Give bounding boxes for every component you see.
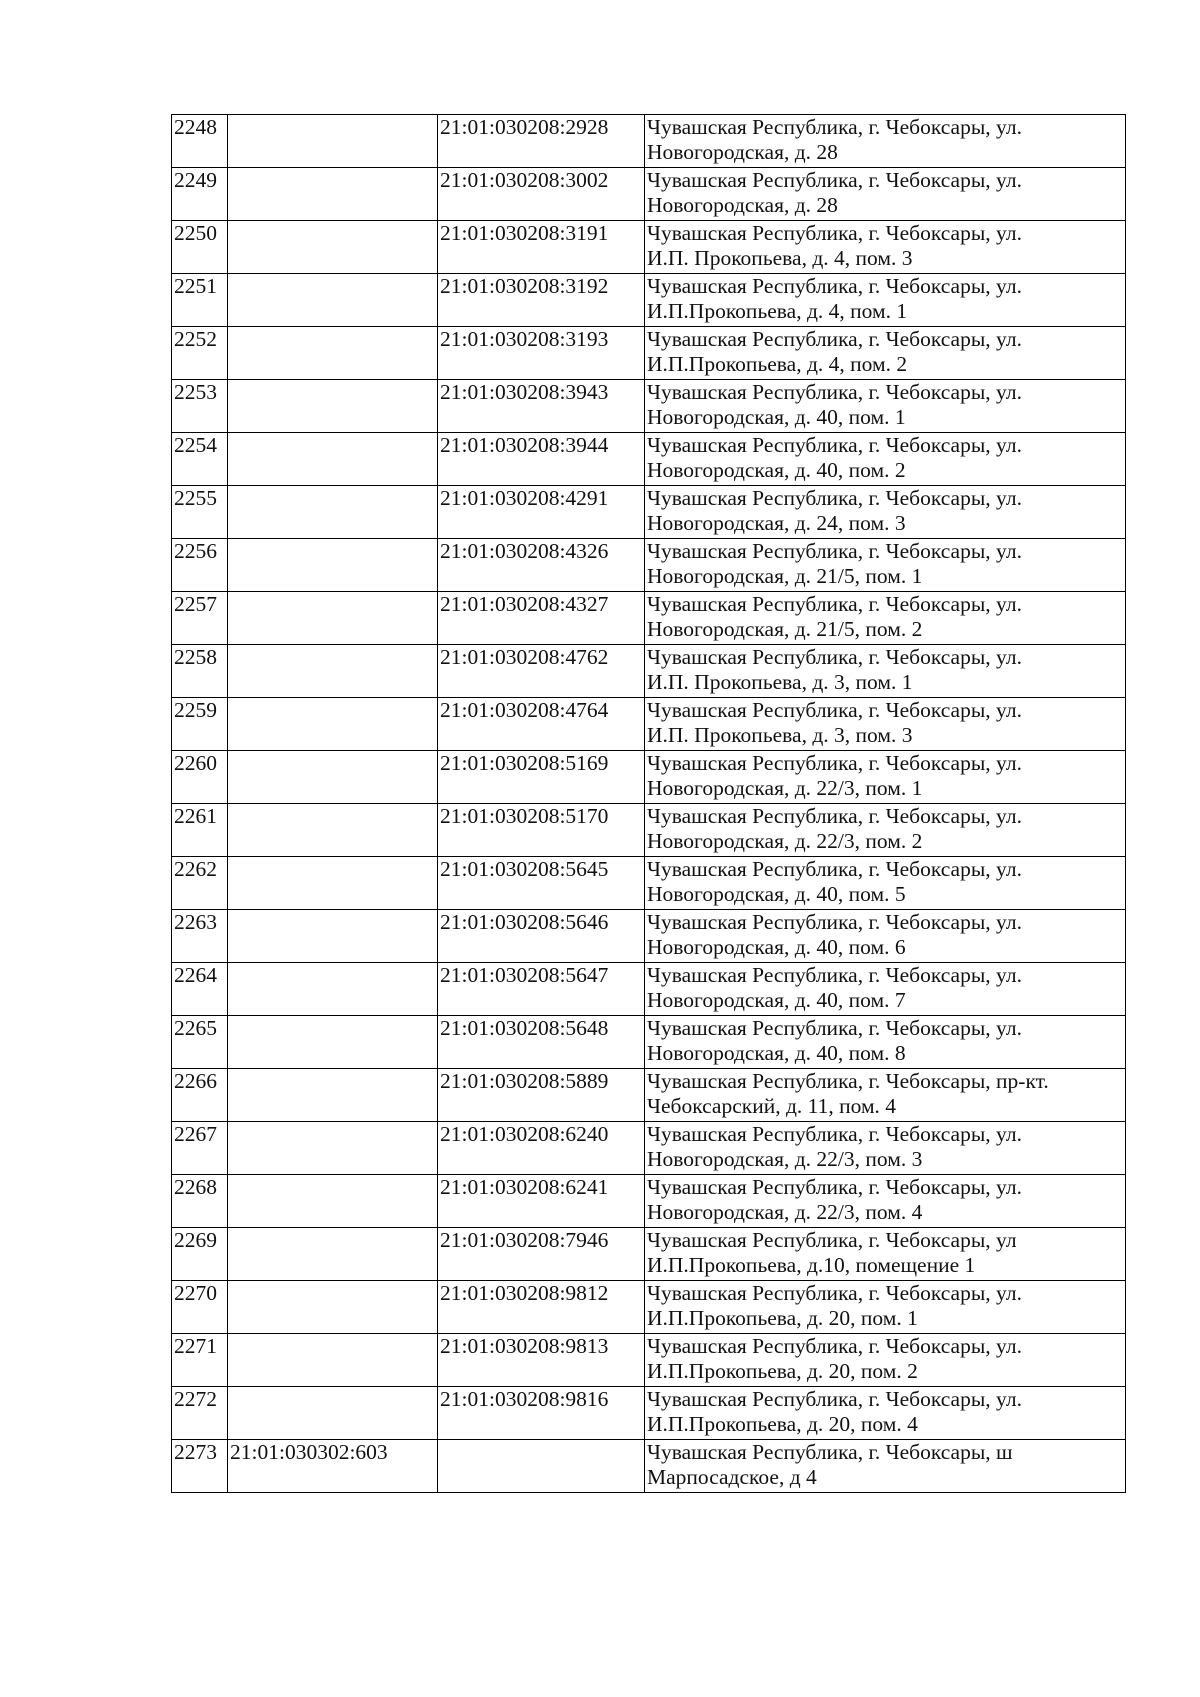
address-cell bbox=[645, 274, 1126, 327]
cadastral-number-cell: 21:01:030208:9816 bbox=[438, 1387, 645, 1440]
cadastral-number-cell bbox=[438, 1440, 645, 1493]
cadastral-number-cell bbox=[228, 221, 438, 274]
address-line: И.П.Прокопьева, д. 20, пом. 1 bbox=[647, 1306, 918, 1330]
table-row bbox=[172, 486, 1126, 539]
table-row bbox=[172, 327, 1126, 380]
table-row bbox=[172, 115, 1126, 168]
cadastral-number-cell bbox=[228, 168, 438, 221]
table-row bbox=[172, 1175, 1126, 1228]
cadastral-number-cell: 21:01:030208:4764 bbox=[438, 698, 645, 751]
address-line: Чувашская Республика, г. Чебоксары, ул. bbox=[647, 645, 1022, 669]
address-cell bbox=[645, 804, 1126, 857]
address-line: Чувашская Республика, г. Чебоксары, ул. bbox=[647, 1387, 1022, 1411]
row-number-cell: 2273 bbox=[172, 1440, 228, 1493]
table-row bbox=[172, 698, 1126, 751]
address-line: Чувашская Республика, г. Чебоксары, ул. bbox=[647, 539, 1022, 563]
cadastral-number-cell: 21:01:030208:6241 bbox=[438, 1175, 645, 1228]
table-row bbox=[172, 1440, 1126, 1493]
cadastral-number-cell bbox=[228, 433, 438, 486]
address-line: Чувашская Республика, г. Чебоксары, ул. bbox=[647, 804, 1022, 828]
row-number-cell: 2261 bbox=[172, 804, 228, 857]
row-number-cell: 2251 bbox=[172, 274, 228, 327]
row-number-cell: 2266 bbox=[172, 1069, 228, 1122]
address-line: Чувашская Республика, г. Чебоксары, ул. bbox=[647, 1334, 1022, 1358]
address-cell bbox=[645, 1440, 1126, 1493]
address-line: Новогородская, д. 40, пом. 8 bbox=[647, 1041, 906, 1065]
cadastral-number-cell bbox=[228, 539, 438, 592]
address-line: Чувашская Республика, г. Чебоксары, ул. bbox=[647, 963, 1022, 987]
row-number-cell: 2257 bbox=[172, 592, 228, 645]
table-row bbox=[172, 857, 1126, 910]
cadastral-number-cell: 21:01:030208:3943 bbox=[438, 380, 645, 433]
table-row bbox=[172, 1122, 1126, 1175]
cadastral-number-cell bbox=[228, 857, 438, 910]
address-cell bbox=[645, 1069, 1126, 1122]
table-row bbox=[172, 168, 1126, 221]
address-line: Чувашская Республика, г. Чебоксары, ул. bbox=[647, 1122, 1022, 1146]
row-number-cell: 2271 bbox=[172, 1334, 228, 1387]
cadastral-number-cell: 21:01:030302:603 bbox=[228, 1440, 438, 1493]
cadastral-number-cell bbox=[228, 804, 438, 857]
row-number-cell: 2267 bbox=[172, 1122, 228, 1175]
cadastral-number-cell bbox=[228, 1175, 438, 1228]
cadastral-number-cell: 21:01:030208:6240 bbox=[438, 1122, 645, 1175]
address-line: Новогородская, д. 24, пом. 3 bbox=[647, 511, 906, 535]
row-number-cell: 2255 bbox=[172, 486, 228, 539]
cadastral-number-cell: 21:01:030208:5645 bbox=[438, 857, 645, 910]
table-row bbox=[172, 221, 1126, 274]
address-line: Новогородская, д. 22/3, пом. 4 bbox=[647, 1200, 923, 1224]
cadastral-number-cell bbox=[228, 327, 438, 380]
table-row bbox=[172, 592, 1126, 645]
table-row bbox=[172, 645, 1126, 698]
row-number-cell: 2250 bbox=[172, 221, 228, 274]
address-line: Чувашская Республика, г. Чебоксары, ул. bbox=[647, 1281, 1022, 1305]
address-line: Чувашская Республика, г. Чебоксары, ул. bbox=[647, 592, 1022, 616]
row-number-cell: 2256 bbox=[172, 539, 228, 592]
address-line: Новогородская, д. 28 bbox=[647, 193, 838, 217]
address-line: Чебоксарский, д. 11, пом. 4 bbox=[647, 1094, 897, 1118]
cadastral-number-cell: 21:01:030208:3192 bbox=[438, 274, 645, 327]
row-number-cell: 2270 bbox=[172, 1281, 228, 1334]
address-cell bbox=[645, 963, 1126, 1016]
cadastral-number-cell bbox=[228, 1069, 438, 1122]
address-cell bbox=[645, 539, 1126, 592]
address-cell bbox=[645, 327, 1126, 380]
address-line: Новогородская, д. 40, пом. 1 bbox=[647, 405, 906, 429]
address-line: Новогородская, д. 21/5, пом. 1 bbox=[647, 564, 923, 588]
cadastral-number-cell: 21:01:030208:4326 bbox=[438, 539, 645, 592]
property-registry-table bbox=[171, 114, 1126, 1493]
address-line: Новогородская, д. 22/3, пом. 2 bbox=[647, 829, 923, 853]
row-number-cell: 2252 bbox=[172, 327, 228, 380]
cadastral-number-cell bbox=[228, 698, 438, 751]
table-row bbox=[172, 963, 1126, 1016]
address-line: Чувашская Республика, г. Чебоксары, ул. bbox=[647, 327, 1022, 351]
row-number-cell: 2253 bbox=[172, 380, 228, 433]
cadastral-number-cell: 21:01:030208:5170 bbox=[438, 804, 645, 857]
address-line: Чувашская Республика, г. Чебоксары, ул. bbox=[647, 433, 1022, 457]
table-row bbox=[172, 1069, 1126, 1122]
table-row bbox=[172, 539, 1126, 592]
cadastral-number-cell bbox=[228, 645, 438, 698]
address-line: Марпосадское, д 4 bbox=[647, 1465, 817, 1489]
address-line: Чувашская Республика, г. Чебоксары, ул. bbox=[647, 380, 1022, 404]
row-number-cell: 2259 bbox=[172, 698, 228, 751]
cadastral-number-cell bbox=[228, 751, 438, 804]
cadastral-number-cell: 21:01:030208:7946 bbox=[438, 1228, 645, 1281]
cadastral-number-cell bbox=[228, 1122, 438, 1175]
address-cell bbox=[645, 645, 1126, 698]
address-cell bbox=[645, 857, 1126, 910]
cadastral-number-cell bbox=[228, 274, 438, 327]
cadastral-number-cell bbox=[228, 963, 438, 1016]
address-line: Чувашская Республика, г. Чебоксары, ул. bbox=[647, 910, 1022, 934]
cadastral-number-cell: 21:01:030208:4327 bbox=[438, 592, 645, 645]
table-row bbox=[172, 380, 1126, 433]
address-cell bbox=[645, 380, 1126, 433]
address-line: Чувашская Республика, г. Чебоксары, ул. bbox=[647, 486, 1022, 510]
address-line: Новогородская, д. 28 bbox=[647, 140, 838, 164]
cadastral-number-cell: 21:01:030208:2928 bbox=[438, 115, 645, 168]
table-row bbox=[172, 433, 1126, 486]
address-cell bbox=[645, 1281, 1126, 1334]
address-line: Чувашская Республика, г. Чебоксары, ул. bbox=[647, 1016, 1022, 1040]
address-line: Чувашская Республика, г. Чебоксары, ул. bbox=[647, 1175, 1022, 1199]
address-line: И.П.Прокопьева, д. 4, пом. 2 bbox=[647, 352, 908, 376]
cadastral-number-cell bbox=[228, 115, 438, 168]
cadastral-number-cell: 21:01:030208:5646 bbox=[438, 910, 645, 963]
address-cell bbox=[645, 486, 1126, 539]
cadastral-number-cell: 21:01:030208:9813 bbox=[438, 1334, 645, 1387]
address-line: Чувашская Республика, г. Чебоксары, ул bbox=[647, 1228, 1017, 1252]
cadastral-number-cell: 21:01:030208:5169 bbox=[438, 751, 645, 804]
address-cell bbox=[645, 221, 1126, 274]
table-row bbox=[172, 1387, 1126, 1440]
row-number-cell: 2272 bbox=[172, 1387, 228, 1440]
cadastral-number-cell: 21:01:030208:9812 bbox=[438, 1281, 645, 1334]
address-line: И.П. Прокопьева, д. 4, пом. 3 bbox=[647, 246, 913, 270]
cadastral-number-cell: 21:01:030208:5889 bbox=[438, 1069, 645, 1122]
address-cell bbox=[645, 751, 1126, 804]
address-line: Чувашская Республика, г. Чебоксары, ул. bbox=[647, 115, 1022, 139]
address-cell bbox=[645, 168, 1126, 221]
cadastral-number-cell bbox=[228, 592, 438, 645]
address-line: Новогородская, д. 22/3, пом. 3 bbox=[647, 1147, 923, 1171]
cadastral-number-cell bbox=[228, 1334, 438, 1387]
address-line: И.П. Прокопьева, д. 3, пом. 1 bbox=[647, 670, 913, 694]
address-line: Чувашская Республика, г. Чебоксары, ул. bbox=[647, 857, 1022, 881]
address-line: Чувашская Республика, г. Чебоксары, ул. bbox=[647, 168, 1022, 192]
row-number-cell: 2248 bbox=[172, 115, 228, 168]
table-row bbox=[172, 804, 1126, 857]
cadastral-number-cell bbox=[228, 380, 438, 433]
address-line: И.П.Прокопьева, д. 20, пом. 4 bbox=[647, 1412, 918, 1436]
address-cell bbox=[645, 592, 1126, 645]
table-row bbox=[172, 1228, 1126, 1281]
address-cell bbox=[645, 1016, 1126, 1069]
address-line: Чувашская Республика, г. Чебоксары, ул. bbox=[647, 698, 1022, 722]
address-cell bbox=[645, 1228, 1126, 1281]
table-row bbox=[172, 1016, 1126, 1069]
row-number-cell: 2258 bbox=[172, 645, 228, 698]
address-cell bbox=[645, 115, 1126, 168]
cadastral-number-cell bbox=[228, 1281, 438, 1334]
row-number-cell: 2260 bbox=[172, 751, 228, 804]
cadastral-number-cell bbox=[228, 1387, 438, 1440]
cadastral-number-cell: 21:01:030208:5647 bbox=[438, 963, 645, 1016]
row-number-cell: 2249 bbox=[172, 168, 228, 221]
address-cell bbox=[645, 1122, 1126, 1175]
address-line: И.П. Прокопьева, д. 3, пом. 3 bbox=[647, 723, 913, 747]
cadastral-number-cell bbox=[228, 1228, 438, 1281]
table-row bbox=[172, 1281, 1126, 1334]
row-number-cell: 2268 bbox=[172, 1175, 228, 1228]
table-row bbox=[172, 274, 1126, 327]
row-number-cell: 2263 bbox=[172, 910, 228, 963]
cadastral-number-cell bbox=[228, 486, 438, 539]
address-cell bbox=[645, 1334, 1126, 1387]
address-cell bbox=[645, 1387, 1126, 1440]
address-line: Новогородская, д. 40, пом. 7 bbox=[647, 988, 906, 1012]
cadastral-number-cell: 21:01:030208:5648 bbox=[438, 1016, 645, 1069]
address-line: Новогородская, д. 21/5, пом. 2 bbox=[647, 617, 923, 641]
address-line: Чувашская Республика, г. Чебоксары, пр-кт. bbox=[647, 1069, 1049, 1093]
address-line: Чувашская Республика, г. Чебоксары, ул. bbox=[647, 274, 1022, 298]
table-body bbox=[172, 115, 1126, 1493]
address-line: И.П.Прокопьева, д. 4, пом. 1 bbox=[647, 299, 908, 323]
table-row bbox=[172, 1334, 1126, 1387]
cadastral-number-cell: 21:01:030208:4762 bbox=[438, 645, 645, 698]
row-number-cell: 2265 bbox=[172, 1016, 228, 1069]
table-row bbox=[172, 751, 1126, 804]
table-row bbox=[172, 910, 1126, 963]
address-line: И.П.Прокопьева, д. 20, пом. 2 bbox=[647, 1359, 918, 1383]
address-line: Чувашская Республика, г. Чебоксары, ш bbox=[647, 1440, 1013, 1464]
address-cell bbox=[645, 910, 1126, 963]
address-line: Чувашская Республика, г. Чебоксары, ул. bbox=[647, 751, 1022, 775]
row-number-cell: 2264 bbox=[172, 963, 228, 1016]
row-number-cell: 2254 bbox=[172, 433, 228, 486]
address-line: Новогородская, д. 40, пом. 5 bbox=[647, 882, 906, 906]
row-number-cell: 2262 bbox=[172, 857, 228, 910]
cadastral-number-cell: 21:01:030208:3193 bbox=[438, 327, 645, 380]
address-line: Чувашская Республика, г. Чебоксары, ул. bbox=[647, 221, 1022, 245]
cadastral-number-cell: 21:01:030208:3002 bbox=[438, 168, 645, 221]
address-line: И.П.Прокопьева, д.10, помещение 1 bbox=[647, 1253, 976, 1277]
address-cell bbox=[645, 698, 1126, 751]
cadastral-number-cell: 21:01:030208:3191 bbox=[438, 221, 645, 274]
address-cell bbox=[645, 1175, 1126, 1228]
cadastral-number-cell: 21:01:030208:4291 bbox=[438, 486, 645, 539]
row-number-cell: 2269 bbox=[172, 1228, 228, 1281]
cadastral-number-cell bbox=[228, 910, 438, 963]
address-line: Новогородская, д. 40, пом. 2 bbox=[647, 458, 906, 482]
address-cell bbox=[645, 433, 1126, 486]
address-line: Новогородская, д. 22/3, пом. 1 bbox=[647, 776, 923, 800]
cadastral-number-cell: 21:01:030208:3944 bbox=[438, 433, 645, 486]
address-line: Новогородская, д. 40, пом. 6 bbox=[647, 935, 906, 959]
cadastral-number-cell bbox=[228, 1016, 438, 1069]
